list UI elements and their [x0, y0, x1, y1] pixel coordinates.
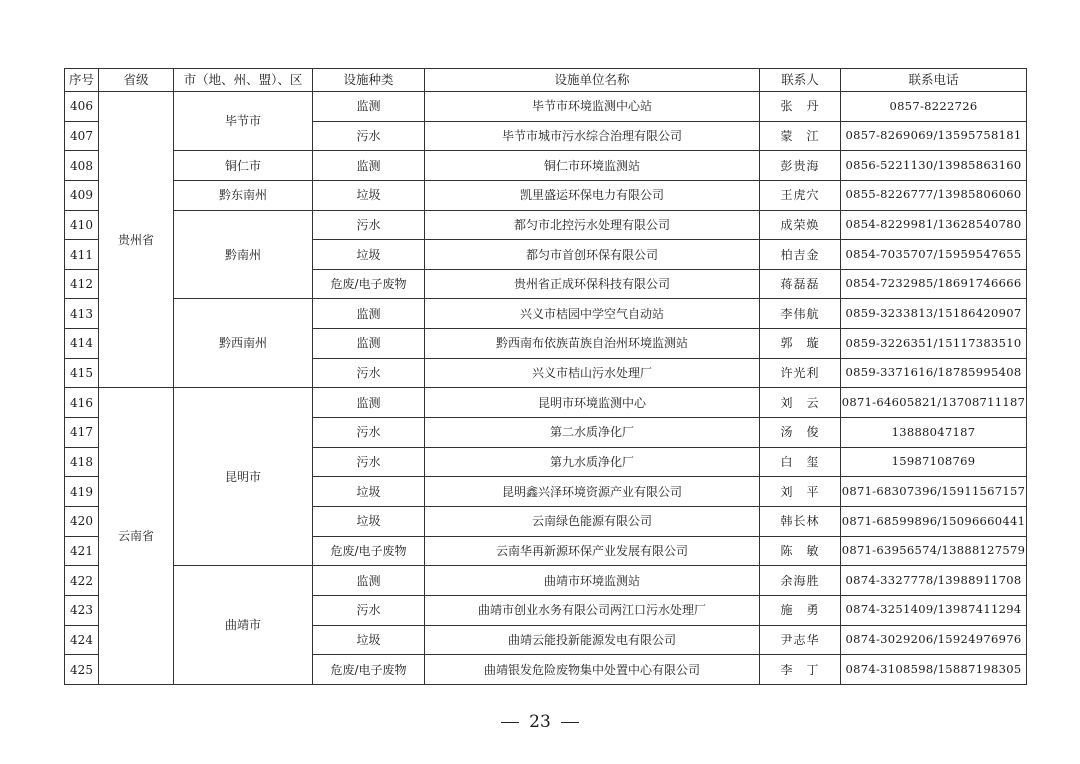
facility-unit: 云南华再新源环保产业发展有限公司: [425, 536, 760, 566]
contact-person: 郭 璇: [760, 329, 841, 359]
facility-type: 监测: [313, 566, 425, 596]
page-number: 23: [529, 712, 551, 732]
contact-phone: 0874-3251409/13987411294: [841, 595, 1027, 625]
facility-type: 污水: [313, 595, 425, 625]
facility-type: 垃圾: [313, 625, 425, 655]
facility-unit: 黔西南布依族苗族自治州环境监测站: [425, 329, 760, 359]
contact-person: 白 玺: [760, 447, 841, 477]
table-row: [65, 566, 1027, 596]
contact-person: 刘 云: [760, 388, 841, 418]
contact-person: 成荣焕: [760, 210, 841, 240]
header-seq: 序号: [65, 69, 99, 92]
contact-phone: 0874-3327778/13988911708: [841, 566, 1027, 596]
header-contact: 联系人: [760, 69, 841, 92]
contact-person: 施 勇: [760, 595, 841, 625]
facility-unit: 第九水质净化厂: [425, 447, 760, 477]
facility-type: 污水: [313, 121, 425, 151]
contact-person: 彭贵海: [760, 151, 841, 181]
facility-unit: 曲靖云能投新能源发电有限公司: [425, 625, 760, 655]
facility-unit: 都匀市北控污水处理有限公司: [425, 210, 760, 240]
row-index: 421: [65, 536, 99, 566]
contact-person: 蒙 江: [760, 121, 841, 151]
contact-person: 汤 俊: [760, 418, 841, 448]
facility-type: 垃圾: [313, 240, 425, 270]
facility-type: 污水: [313, 447, 425, 477]
contact-phone: 0859-3371616/18785995408: [841, 358, 1027, 388]
province-cell: 云南省: [99, 388, 174, 685]
city-cell: 毕节市: [174, 92, 313, 151]
row-index: 414: [65, 329, 99, 359]
facility-unit: 曲靖市环境监测站: [425, 566, 760, 596]
row-index: 419: [65, 477, 99, 507]
contact-phone: 0856-5221130/13985863160: [841, 151, 1027, 181]
facility-type: 监测: [313, 329, 425, 359]
city-cell: 铜仁市: [174, 151, 313, 181]
contact-phone: 0871-68599896/15096660441: [841, 506, 1027, 536]
row-index: 409: [65, 180, 99, 210]
contact-person: 韩长林: [760, 506, 841, 536]
row-index: 411: [65, 240, 99, 270]
city-cell: 曲靖市: [174, 566, 313, 685]
contact-person: 蒋磊磊: [760, 269, 841, 299]
row-index: 422: [65, 566, 99, 596]
contact-phone: 0874-3108598/15887198305: [841, 655, 1027, 685]
contact-phone: 0855-8226777/13985806060: [841, 180, 1027, 210]
facility-contact-table: [64, 68, 1027, 685]
row-index: 408: [65, 151, 99, 181]
facility-unit: 兴义市桔山污水处理厂: [425, 358, 760, 388]
contact-phone: 15987108769: [841, 447, 1027, 477]
facility-unit: 曲靖银发危险废物集中处置中心有限公司: [425, 655, 760, 685]
contact-person: 尹志华: [760, 625, 841, 655]
header-unit: 设施单位名称: [425, 69, 760, 92]
header-type: 设施种类: [313, 69, 425, 92]
facility-type: 污水: [313, 358, 425, 388]
facility-unit: 贵州省正成环保科技有限公司: [425, 269, 760, 299]
facility-unit: 凯里盛运环保电力有限公司: [425, 180, 760, 210]
contact-person: 王虎穴: [760, 180, 841, 210]
contact-phone: 0854-7232985/18691746666: [841, 269, 1027, 299]
contact-phone: 0871-63956574/13888127579: [841, 536, 1027, 566]
facility-unit: 兴义市桔园中学空气自动站: [425, 299, 760, 329]
contact-phone: 0871-64605821/13708711187: [841, 388, 1027, 418]
facility-type: 垃圾: [313, 506, 425, 536]
page-footer: [0, 712, 1080, 732]
row-index: 413: [65, 299, 99, 329]
footer-dash-right: [561, 722, 579, 723]
facility-type: 危废/电子废物: [313, 269, 425, 299]
contact-person: 李伟航: [760, 299, 841, 329]
facility-type: 污水: [313, 210, 425, 240]
contact-person: 柏吉金: [760, 240, 841, 270]
city-cell: 黔西南州: [174, 299, 313, 388]
contact-person: 李 丁: [760, 655, 841, 685]
facility-type: 危废/电子废物: [313, 655, 425, 685]
province-cell: 贵州省: [99, 92, 174, 388]
contact-phone: 0874-3029206/15924976976: [841, 625, 1027, 655]
table-row: [65, 299, 1027, 329]
table-row: [65, 210, 1027, 240]
table-row: [65, 180, 1027, 210]
row-index: 415: [65, 358, 99, 388]
contact-person: 张 丹: [760, 92, 841, 122]
facility-type: 监测: [313, 151, 425, 181]
facility-type: 危废/电子废物: [313, 536, 425, 566]
city-cell: 黔东南州: [174, 180, 313, 210]
contact-phone: 0859-3226351/15117383510: [841, 329, 1027, 359]
row-index: 410: [65, 210, 99, 240]
table-header-row: [65, 69, 1027, 92]
table-row: [65, 92, 1027, 122]
row-index: 423: [65, 595, 99, 625]
facility-unit: 昆明鑫兴泽环境资源产业有限公司: [425, 477, 760, 507]
row-index: 407: [65, 121, 99, 151]
contact-phone: 0857-8269069/13595758181: [841, 121, 1027, 151]
facility-unit: 都匀市首创环保有限公司: [425, 240, 760, 270]
header-city: 市（地、州、盟）、区: [174, 69, 313, 92]
row-index: 424: [65, 625, 99, 655]
city-cell: 昆明市: [174, 388, 313, 566]
row-index: 406: [65, 92, 99, 122]
facility-unit: 曲靖市创业水务有限公司两江口污水处理厂: [425, 595, 760, 625]
row-index: 425: [65, 655, 99, 685]
facility-unit: 铜仁市环境监测站: [425, 151, 760, 181]
facility-type: 监测: [313, 299, 425, 329]
facility-type: 监测: [313, 388, 425, 418]
facility-unit: 毕节市城市污水综合治理有限公司: [425, 121, 760, 151]
contact-phone: 13888047187: [841, 418, 1027, 448]
contact-phone: 0854-8229981/13628540780: [841, 210, 1027, 240]
row-index: 417: [65, 418, 99, 448]
row-index: 418: [65, 447, 99, 477]
header-phone: 联系电话: [841, 69, 1027, 92]
header-province: 省级: [99, 69, 174, 92]
contact-person: 许光利: [760, 358, 841, 388]
city-cell: 黔南州: [174, 210, 313, 299]
facility-type: 污水: [313, 418, 425, 448]
table-row: [65, 151, 1027, 181]
facility-unit: 昆明市环境监测中心: [425, 388, 760, 418]
facility-unit: 第二水质净化厂: [425, 418, 760, 448]
contact-person: 余海胜: [760, 566, 841, 596]
table-row: [65, 388, 1027, 418]
contact-phone: 0857-8222726: [841, 92, 1027, 122]
contact-person: 陈 敏: [760, 536, 841, 566]
contact-phone: 0854-7035707/15959547655: [841, 240, 1027, 270]
facility-unit: 云南绿色能源有限公司: [425, 506, 760, 536]
contact-person: 刘 平: [760, 477, 841, 507]
row-index: 420: [65, 506, 99, 536]
facility-type: 垃圾: [313, 180, 425, 210]
facility-type: 监测: [313, 92, 425, 122]
facility-type: 垃圾: [313, 477, 425, 507]
footer-dash-left: [501, 722, 519, 723]
row-index: 412: [65, 269, 99, 299]
contact-phone: 0871-68307396/15911567157: [841, 477, 1027, 507]
contact-phone: 0859-3233813/15186420907: [841, 299, 1027, 329]
facility-unit: 毕节市环境监测中心站: [425, 92, 760, 122]
row-index: 416: [65, 388, 99, 418]
